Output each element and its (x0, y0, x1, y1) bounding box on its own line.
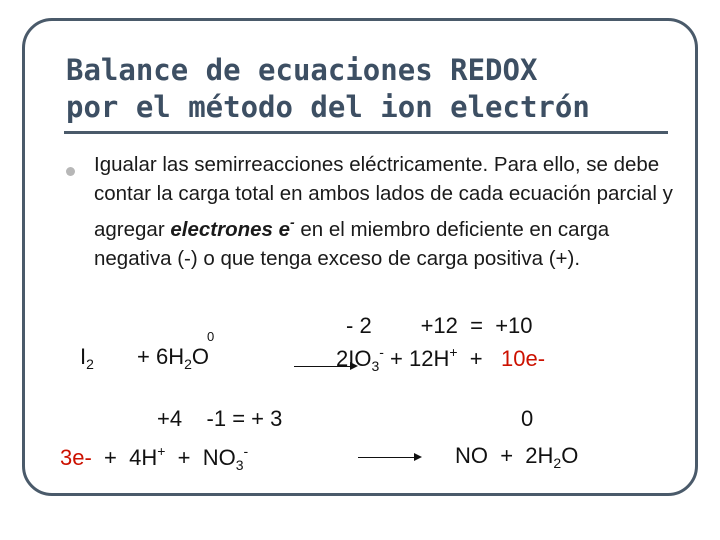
eq2-products (455, 443, 578, 471)
slide-title (66, 52, 666, 126)
eq2-prod: NO + 2H (455, 443, 554, 468)
title-line-1: Balance de ecuaciones REDOX (66, 53, 538, 87)
eq1-i2-base: I (80, 344, 87, 369)
eq2-reaction-arrow-icon (358, 457, 420, 458)
para-emphasis-sup: - (290, 214, 295, 230)
eq1-reactant-i2 (80, 344, 94, 372)
eq1-i2-sub: 2 (86, 356, 94, 372)
instruction-paragraph (94, 150, 674, 273)
para-emphasis (170, 214, 295, 241)
para-emphasis-text: electrones e (170, 218, 291, 241)
eq2-react-a: + 4H (91, 445, 158, 470)
eq2-react-b-sup: - (243, 443, 249, 459)
eq1-water-sub: 2 (184, 356, 192, 372)
eq1-water-left: + 6H (137, 344, 185, 369)
eq1-products (336, 344, 545, 374)
eq2-react-b: + NO (165, 445, 236, 470)
eq2-charge-balance: +4 -1 = + 3 (157, 406, 283, 431)
eq2-oxidation-zero: 0 (521, 406, 534, 431)
eq2-react-b-sub: 3 (235, 457, 244, 473)
eq1-electrons: 10e- (500, 346, 546, 371)
eq2-prod-end: O (561, 443, 579, 468)
title-divider (64, 131, 668, 134)
eq1-charge-balance: - 2 +12 = +10 (346, 313, 533, 338)
eq2-prod-sub: 2 (553, 455, 562, 471)
eq1-prod-a: 2IO (336, 346, 372, 371)
bullet-dot-icon (66, 167, 75, 176)
eq1-prod-c: + (457, 346, 501, 371)
para-text-before: Igualar las semirreacciones eléctricamente. Para ello, se debe contar la carga total en ambos lados de cada ecuación parcial y agregar (94, 153, 673, 241)
eq1-prod-a-sub: 3 (371, 358, 380, 374)
eq1-reactant-water (137, 344, 209, 372)
eq2-reactants (60, 443, 248, 473)
title-line-2: por el método del ion electrón (66, 90, 590, 124)
eq1-oxidation-zero: 0 (207, 329, 215, 344)
eq2-react-a-sup: + (157, 443, 166, 459)
eq1-water-right: O (191, 344, 210, 369)
eq2-electrons: 3e- (60, 445, 92, 470)
eq1-prod-b: + 12H (383, 346, 450, 371)
eq1-prod-a-sup: - (379, 344, 384, 360)
para-text-after: en el miembro deficiente en carga negativa (-) o que tenga exceso de carga positiva (+). (94, 218, 610, 270)
eq1-prod-b-sup: + (449, 344, 458, 360)
